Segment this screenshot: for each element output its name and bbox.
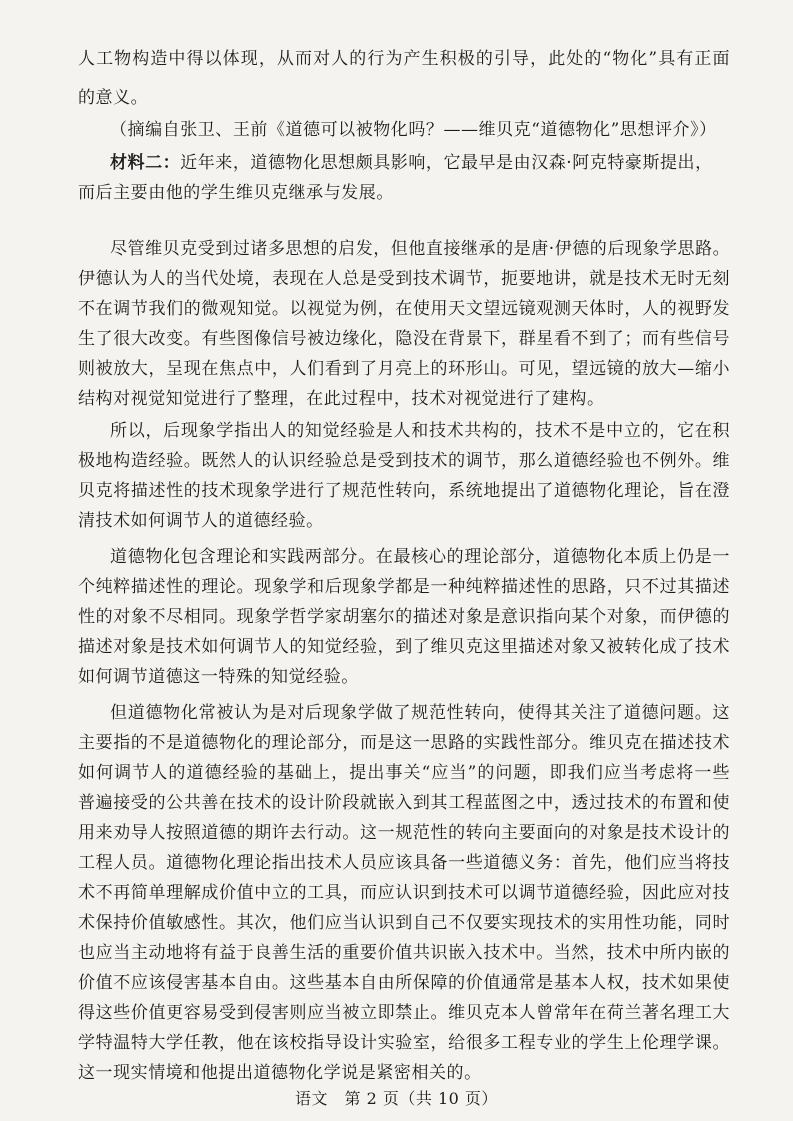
text-line: 这一现实情境和他提出道德物化学说是紧密相关的。 bbox=[78, 1063, 482, 1083]
text-line: 也应当主动地将有益于良善生活的重要价值共识嵌入技术中。当然，技术中所内嵌的 bbox=[78, 943, 730, 963]
text-line: 术不再简单理解成价值中立的工具，而应认识到技术可以调节道德经验，因此应对技 bbox=[78, 883, 730, 903]
text-line: 用来劝导人按照道德的期许去行动。这一规范性的转向主要面向的对象是技术设计的 bbox=[78, 823, 730, 843]
text-line: 得这些价值更容易受到侵害则应当被立即禁止。维贝克本人曾常年在荷兰著名理工大 bbox=[78, 1003, 730, 1023]
text-line: 人工物构造中得以体现，从而对人的行为产生积极的引导，此处的“物化”具有正面 bbox=[78, 49, 730, 69]
material-two-text: 近年来，道德物化思想颇具影响，它最早是由汉森·阿克特豪斯提出， bbox=[180, 153, 713, 173]
text-line: 主要指的不是道德物化的理论部分，而是这一思路的实践性部分。维贝克在描述技术 bbox=[78, 733, 730, 753]
text-line: 而后主要由他的学生维贝克继承与发展。 bbox=[78, 183, 394, 203]
citation-line: （摘编自张卫、王前《道德可以被物化吗？——维贝克“道德物化”思想评介》） bbox=[110, 120, 717, 140]
text-line: 普遍接受的公共善在技术的设计阶段就嵌入到其工程蓝图之中，透过技术的布置和使 bbox=[78, 793, 730, 813]
text-line: 但道德物化常被认为是对后现象学做了规范性转向，使得其关注了道德问题。这 bbox=[110, 703, 730, 723]
text-line bbox=[110, 152, 730, 174]
text-line: 描述对象是技术如何调节人的知觉经验，到了维贝克这里描述对象又被转化成了技术 bbox=[78, 637, 730, 657]
text-line: 如何调节人的道德经验的基础上，提出事关“应当”的问题，即我们应当考虑将一些 bbox=[78, 763, 730, 783]
text-line: 贝克将描述性的技术现象学进行了规范性转向，系统地提出了道德物化理论，旨在澄 bbox=[78, 481, 730, 501]
text-line: 则被放大，呈现在焦点中，人们看到了月亮上的环形山。可见，望远镜的放大—缩小 bbox=[78, 359, 730, 379]
material-two-label: 材料二： bbox=[110, 153, 181, 173]
text-line: 结构对视觉知觉进行了整理，在此过程中，技术对视觉进行了建构。 bbox=[78, 389, 605, 409]
text-line: 工程人员。道德物化理论指出技术人员应该具备一些道德义务：首先，他们应当将技 bbox=[78, 853, 730, 873]
text-line: 价值不应该侵害基本自由。这些基本自由所保障的价值通常是基本人权，技术如果使 bbox=[78, 973, 730, 993]
text-line: 不在调节我们的微观知觉。以视觉为例，在使用天文望远镜观测天体时，人的视野发 bbox=[78, 299, 730, 319]
text-line: 所以，后现象学指出人的知觉经验是人和技术共构的，技术不是中立的，它在积 bbox=[110, 421, 730, 441]
text-line: 学特温特大学任教，他在该校指导设计实验室，给很多工程专业的学生上伦理学课。 bbox=[78, 1033, 730, 1053]
text-line: 尽管维贝克受到过诸多思想的启发，但他直接继承的是唐·伊德的后现象学思路。 bbox=[110, 239, 731, 259]
text-line: 性的对象不尽相同。现象学哲学家胡塞尔的描述对象是意识指向某个对象，而伊德的 bbox=[78, 607, 730, 627]
text-line: 伊德认为人的当代处境，表现在人总是受到技术调节，扼要地讲，就是技术无时无刻 bbox=[78, 269, 730, 289]
text-line: 生了很大改变。有些图像信号被边缘化，隐没在背景下，群星看不到了；而有些信号 bbox=[78, 329, 730, 349]
text-line: 术保持价值敏感性。其次，他们应当认识到自己不仅要实现技术的实用性功能，同时 bbox=[78, 913, 730, 933]
text-line: 个纯粹描述性的理论。现象学和后现象学都是一种纯粹描述性的思路，只不过其描述 bbox=[78, 577, 730, 597]
text-line: 如何调节道德这一特殊的知觉经验。 bbox=[78, 667, 359, 687]
text-line: 道德物化包含理论和实践两部分。在最核心的理论部分，道德物化本质上仍是一 bbox=[110, 547, 730, 567]
page-footer: 语文 第 2 页（共 10 页） bbox=[295, 1089, 498, 1108]
text-line: 清技术如何调节人的道德经验。 bbox=[78, 511, 324, 531]
text-line: 极地构造经验。既然人的认识经验总是受到技术的调节，那么道德经验也不例外。维 bbox=[78, 451, 730, 471]
text-line: 的意义。 bbox=[78, 88, 149, 108]
